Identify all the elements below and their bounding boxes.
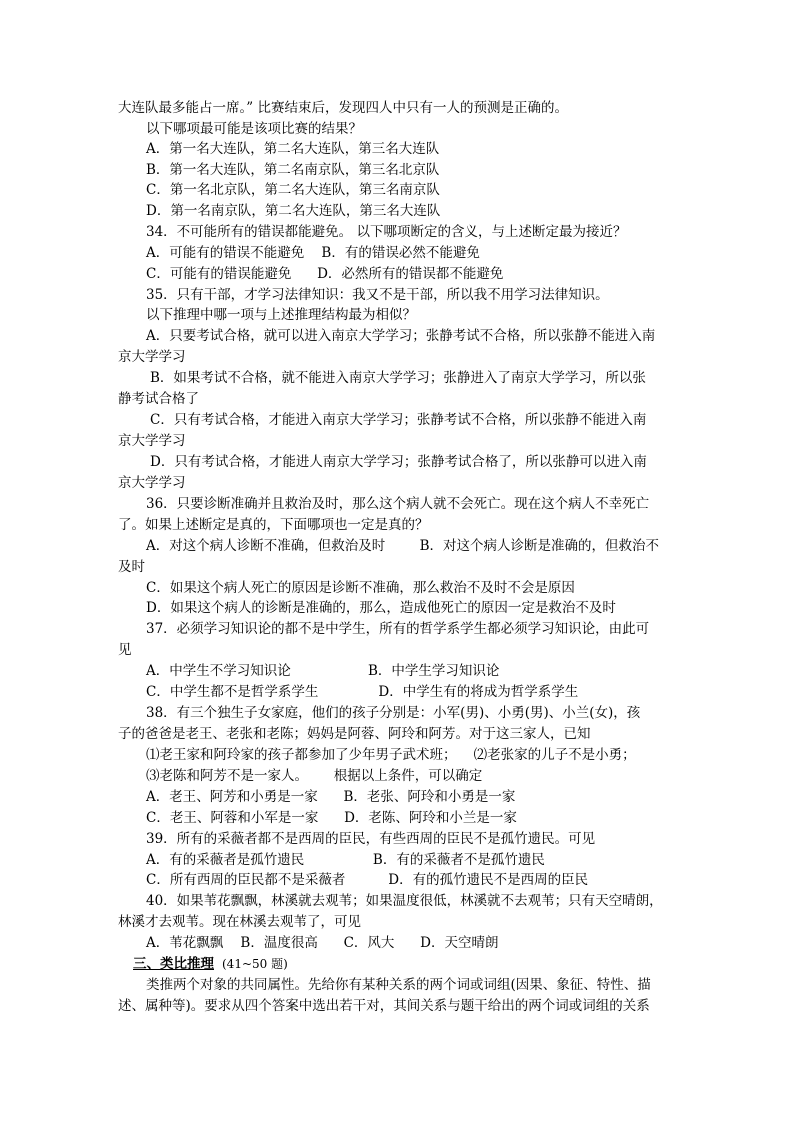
- text-line: 36．只要诊断准确并且救治及时，那么这个病人就不会死亡。现在这个病人不幸死亡: [146, 496, 650, 512]
- text-line: C．老王、阿蓉和小军是一家 D．老陈、阿玲和小兰是一家: [146, 810, 517, 826]
- text-line: C．所有西周的臣民都不是采薇者 D．有的孤竹遗民不是西周的臣民: [146, 872, 589, 888]
- text-line: A．可能有的错误不能避免 B．有的错误必然不能避免: [146, 245, 480, 261]
- text-line: A．苇花飘飘 B．温度很高 C．风大 D．天空晴朗: [146, 935, 499, 951]
- text-line: C．中学生都不是哲学系学生 D．中学生有的将成为哲学系学生: [146, 684, 579, 700]
- text-line: 以下哪项最可能是该项比赛的结果？: [146, 121, 362, 137]
- text-line: D．如果这个病人的诊断是准确的，那么，造成他死亡的原因一定是救治不及时: [146, 600, 616, 616]
- text-line: A．有的采薇者是孤竹遗民 B．有的采薇者不是孤竹遗民: [146, 852, 545, 868]
- text-line: 及时: [118, 559, 145, 575]
- text-line: 类推两个对象的共同属性。先给你有某种关系的两个词或词组(因果、象征、特性、描: [146, 977, 651, 993]
- text-line: D．第一名南京队，第二名大连队，第三名大连队: [146, 203, 441, 219]
- text-line: 以下推理中哪一项与上述推理结构最为相似？: [146, 307, 416, 323]
- text-line: B．第一名大连队，第二名南京队，第三名北京队: [146, 162, 440, 178]
- text-line: 35．只有干部，才学习法律知识：我又不是干部，所以我不用学习法律知识。: [146, 287, 609, 303]
- text-line: 林溪才去观苇。现在林溪去观苇了，可见: [118, 914, 361, 930]
- text-line: A．第一名大连队，第二名大连队，第三名大连队: [146, 141, 440, 157]
- text-line: A．只要考试合格，就可以进入南京大学学习；张静考试不合格，所以张静不能进入南: [146, 328, 656, 344]
- text-line: ⑶老陈和阿芳不是一家人。 根据以上条件，可以确定: [146, 768, 483, 784]
- text-line: C．第一名北京队，第二名大连队，第三名南京队: [146, 182, 440, 198]
- text-line: C．可能有的错误能避免 D．必然所有的错误都不能避免: [146, 266, 504, 282]
- text-line: 京大学学习: [118, 433, 186, 449]
- text-line: A．对这个病人诊断不准确，但救治及时 B．对这个病人诊断是准确的，但救治不: [146, 538, 659, 554]
- text-line: 京大学学习: [118, 475, 186, 491]
- text-line: 34．不可能所有的错误都能避免。 以下哪项断定的含义，与上述断定最为接近？: [146, 224, 627, 240]
- section-heading-range: (41~50 题): [222, 957, 288, 971]
- text-line: 37．必须学习知识论的都不是中学生，所有的哲学系学生都必须学习知识论，由此可: [146, 621, 650, 637]
- text-line: 静考试合格了: [118, 391, 199, 407]
- text-line: 了。如果上述断定是真的，下面哪项也一定是真的？: [118, 517, 429, 533]
- text-line: 40．如果苇花飘飘，林溪就去观苇；如果温度很低，林溪就不去观苇；只有天空晴朗，: [146, 893, 663, 909]
- text-line: 39．所有的采薇者都不是西周的臣民，有些西周的臣民不是孤竹遗民。可见: [146, 831, 596, 847]
- text-line: A．中学生不学习知识论 B．中学生学习知识论: [146, 663, 500, 679]
- text-line: 见: [118, 642, 132, 658]
- section-heading: 三、类比推理: [133, 956, 214, 972]
- text-line: B．如果考试不合格，就不能进入南京大学学习；张静进入了南京大学学习，所以张: [150, 370, 646, 386]
- text-line: 大连队最多能占一席。” 比赛结束后，发现四人中只有一人的预测是正确的。: [118, 100, 568, 116]
- text-line: C．只有考试合格，才能进入南京大学学习；张静考试不合格，所以张静不能进入南: [150, 412, 647, 428]
- text-line: 述、属种等)。要求从四个答案中选出若干对，其间关系与题干给出的两个词或词组的关系: [118, 998, 650, 1014]
- text-line: D．只有考试合格，才能进人南京大学学习；张静考试合格了，所以张静可以进入南: [150, 454, 647, 470]
- text-line: 子的爸爸是老王、老张和老陈；妈妈是阿蓉、阿玲和阿芳。对于这三家人，已知: [118, 726, 591, 742]
- text-line: ⑴老王家和阿玲家的孩子都参加了少年男子武术班； ⑵老张家的儿子不是小勇；: [146, 747, 636, 763]
- text-line: 京大学学习: [118, 349, 186, 365]
- text-line: C．如果这个病人死亡的原因是诊断不准确，那么救治不及时不会是原因: [146, 580, 575, 596]
- text-line: A．老王、阿芳和小勇是一家 B．老张、阿玲和小勇是一家: [146, 789, 516, 805]
- text-line: 38．有三个独生子女家庭，他们的孩子分别是：小军(男)、小勇(男)、小兰(女)，孩: [146, 705, 641, 721]
